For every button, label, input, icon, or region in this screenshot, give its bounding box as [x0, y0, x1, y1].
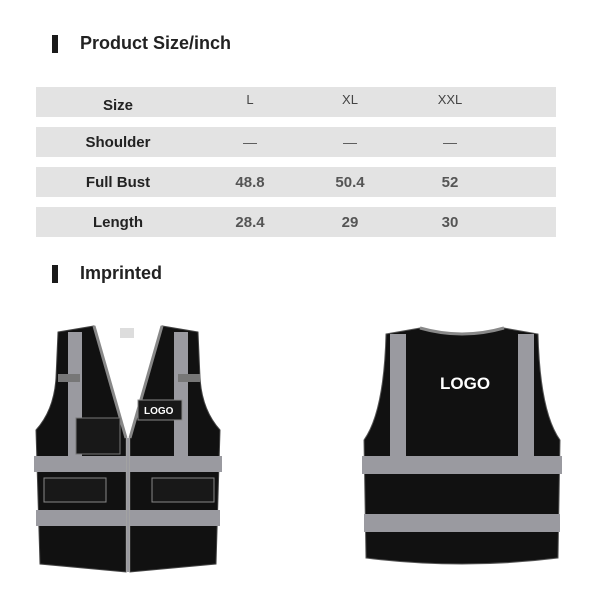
row-label: Full Bust	[85, 173, 151, 191]
row-value: —	[443, 134, 457, 150]
table-row	[36, 207, 556, 237]
row-value: 28.4	[235, 213, 265, 231]
size-table	[36, 87, 556, 247]
section-marker	[52, 265, 58, 283]
table-row	[36, 167, 556, 197]
section-marker	[52, 35, 58, 53]
size-col-l: L	[246, 91, 254, 107]
front-logo-text: LOGO	[144, 406, 174, 417]
row-value: —	[343, 134, 357, 150]
size-header-label: Size	[102, 96, 133, 114]
back-vest-image	[358, 322, 566, 570]
front-vest-illustration	[28, 318, 228, 580]
row-value: —	[243, 134, 257, 150]
row-value: 29	[341, 213, 359, 231]
back-vest-illustration	[358, 322, 566, 570]
size-header-row	[36, 87, 556, 117]
size-col-xxl: XXL	[437, 91, 463, 107]
size-col-xl: XL	[342, 91, 358, 107]
row-label: Length	[93, 213, 143, 231]
imprint-section-header	[52, 263, 162, 284]
row-value: 52	[441, 173, 459, 191]
table-row	[36, 127, 556, 157]
front-vest-image	[28, 318, 228, 580]
row-label: Shoulder	[85, 133, 151, 151]
size-section-title: Product Size/inch	[80, 33, 232, 53]
row-value: 30	[441, 213, 459, 231]
row-value: 50.4	[335, 173, 365, 191]
row-value: 48.8	[235, 173, 265, 191]
imprint-section-title: Imprinted	[80, 263, 163, 283]
size-section-header	[52, 33, 231, 54]
back-logo-text: LOGO	[440, 374, 491, 393]
